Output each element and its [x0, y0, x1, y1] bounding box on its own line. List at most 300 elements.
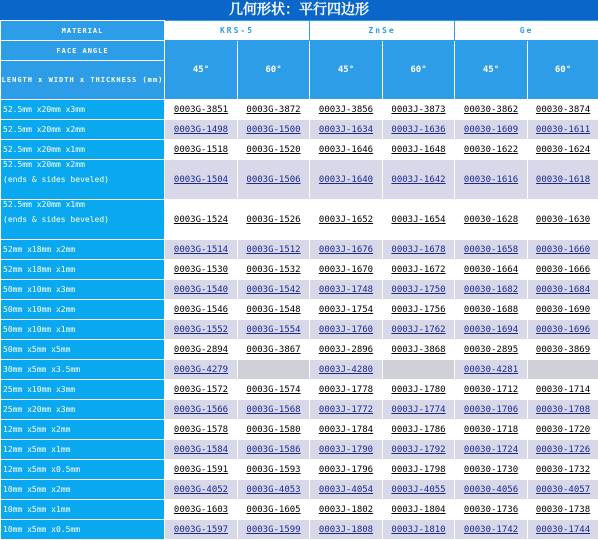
dimensions-label: 52.5mm x20mm x1mm — [3, 145, 85, 154]
dimensions-cell — [1, 280, 165, 300]
part-number-cell[interactable] — [238, 100, 310, 120]
part-number-link[interactable]: 0003G-1524 — [173, 214, 229, 225]
part-number-link[interactable]: 0003J-1796 — [318, 464, 374, 475]
part-number-link[interactable]: 00030-1609 — [463, 124, 519, 135]
dimensions-label: 50mm x5mm x5mm — [3, 345, 71, 354]
part-number-link[interactable]: 00030-1736 — [463, 504, 519, 515]
part-number-cell[interactable] — [238, 340, 310, 360]
part-number-cell[interactable] — [528, 320, 598, 340]
part-number-cell[interactable] — [455, 200, 528, 240]
part-number-link[interactable]: 00030-1628 — [463, 214, 519, 225]
part-number-cell[interactable] — [383, 520, 455, 540]
part-number-cell[interactable] — [383, 100, 455, 120]
part-number-cell[interactable] — [455, 320, 528, 340]
dimensions-cell — [1, 300, 165, 320]
part-number-link[interactable]: 0003G-1530 — [173, 264, 229, 275]
dimensions-label: 25mm x10mm x3mm — [3, 385, 76, 394]
part-number-cell[interactable] — [528, 400, 598, 420]
part-number-cell[interactable] — [165, 340, 238, 360]
part-number-cell — [383, 360, 455, 380]
dimensions-label: 52.5mm x20mm x2mm — [3, 125, 85, 134]
part-number-link[interactable]: 00030-1658 — [463, 244, 519, 255]
table-row — [1, 360, 598, 380]
part-number-link[interactable]: 0003G-1597 — [173, 524, 229, 535]
part-number-link[interactable]: 0003J-1654 — [391, 214, 446, 225]
dimensions-label: 52mm x18mm x2mm — [3, 245, 76, 254]
part-number-link[interactable]: 00030-4056 — [463, 484, 519, 495]
part-number-link[interactable]: 0003G-1599 — [246, 524, 301, 535]
table-row — [1, 140, 598, 160]
angle-ge-45: 45° — [455, 41, 528, 100]
part-number-cell[interactable] — [310, 340, 383, 360]
dimensions-cell — [1, 460, 165, 480]
part-number-cell[interactable] — [238, 420, 310, 440]
part-number-cell[interactable] — [528, 160, 598, 200]
dimensions-label: 10mm x5mm x1mm — [3, 505, 71, 514]
part-number-cell[interactable] — [238, 440, 310, 460]
part-number-cell[interactable] — [455, 460, 528, 480]
part-number-link[interactable]: 00030-1720 — [535, 424, 591, 435]
part-number-cell[interactable] — [165, 260, 238, 280]
part-number-link[interactable]: 0003J-1762 — [391, 324, 446, 335]
part-number-link[interactable]: 0003G-1568 — [246, 404, 301, 415]
part-number-link[interactable]: 0003J-1778 — [318, 384, 374, 395]
part-number-link[interactable]: 0003G-1518 — [173, 144, 229, 155]
dimensions-label: 52.5mm x20mm x1mm — [3, 200, 85, 209]
table-row — [1, 280, 598, 300]
part-number-cell[interactable] — [310, 200, 383, 240]
part-number-link[interactable]: 00030-1744 — [535, 524, 591, 535]
part-number-cell[interactable] — [383, 380, 455, 400]
part-number-cell[interactable] — [165, 500, 238, 520]
part-number-link[interactable]: 00030-1732 — [535, 464, 591, 475]
part-number-cell[interactable] — [165, 280, 238, 300]
part-number-cell[interactable] — [238, 400, 310, 420]
part-number-cell[interactable] — [383, 480, 455, 500]
dimensions-cell — [1, 420, 165, 440]
dimensions-label: 50mm x10mm x1mm — [3, 325, 76, 334]
part-number-link[interactable]: 0003J-1634 — [318, 124, 374, 135]
face-angle-header-label: FACE ANGLE — [1, 41, 165, 61]
part-number-cell[interactable] — [383, 140, 455, 160]
part-number-link[interactable]: 0003G-1554 — [246, 324, 301, 335]
part-number-link[interactable]: 0003G-1566 — [173, 404, 229, 415]
part-number-link[interactable]: 0003G-1603 — [173, 504, 229, 515]
part-number-cell[interactable] — [165, 480, 238, 500]
part-number-cell[interactable] — [310, 160, 383, 200]
part-number-cell[interactable] — [383, 500, 455, 520]
part-number-link[interactable]: 0003J-1784 — [318, 424, 374, 435]
dimensions-cell — [1, 120, 165, 140]
part-number-cell[interactable] — [310, 500, 383, 520]
table-row — [1, 380, 598, 400]
part-number-link[interactable]: 0003J-3873 — [391, 104, 446, 115]
part-number-link[interactable]: 00030-3869 — [535, 344, 591, 355]
part-number-link[interactable]: 0003J-1748 — [318, 284, 374, 295]
part-number-cell[interactable] — [238, 500, 310, 520]
angle-znse-45: 45° — [310, 41, 383, 100]
part-number-cell[interactable] — [528, 300, 598, 320]
part-number-cell[interactable] — [310, 320, 383, 340]
part-number-link[interactable]: 00030-4281 — [463, 364, 519, 375]
part-number-link[interactable]: 0003G-1504 — [173, 174, 229, 185]
dimensions-cell — [1, 360, 165, 380]
dimensions-cell — [1, 200, 165, 240]
part-number-link[interactable]: 0003J-1786 — [391, 424, 446, 435]
part-number-cell[interactable] — [528, 280, 598, 300]
part-number-cell[interactable] — [310, 520, 383, 540]
table-row — [1, 260, 598, 280]
dimensions-label: 12mm x5mm x2mm — [3, 425, 71, 434]
part-number-link[interactable]: 00030-1726 — [535, 444, 591, 455]
part-number-link[interactable]: 00030-1611 — [535, 124, 591, 135]
part-number-cell[interactable] — [455, 520, 528, 540]
part-number-link[interactable]: 0003G-3872 — [246, 104, 301, 115]
part-number-link[interactable]: 00030-1660 — [535, 244, 591, 255]
part-number-cell[interactable] — [383, 160, 455, 200]
part-number-link[interactable]: 0003J-1678 — [391, 244, 446, 255]
part-number-cell[interactable] — [238, 240, 310, 260]
part-number-link[interactable]: 00030-1630 — [535, 214, 591, 225]
part-number-link[interactable]: 00030-3874 — [535, 104, 591, 115]
part-number-link[interactable]: 0003J-1652 — [318, 214, 374, 225]
part-number-cell[interactable] — [455, 160, 528, 200]
part-number-cell[interactable] — [455, 440, 528, 460]
part-number-link[interactable]: 0003J-3868 — [391, 344, 446, 355]
dimensions-note: (ends & sides beveled) — [3, 215, 109, 224]
part-number-cell[interactable] — [165, 320, 238, 340]
table-row — [1, 200, 598, 240]
part-number-cell[interactable] — [165, 240, 238, 260]
dimensions-cell — [1, 400, 165, 420]
part-number-cell[interactable] — [310, 480, 383, 500]
table-row — [1, 420, 598, 440]
dimensions-label: 30mm x5mm x3.5mm — [3, 365, 81, 374]
part-number-cell[interactable] — [528, 260, 598, 280]
material-krs5: KRS-5 — [165, 21, 310, 41]
part-number-link[interactable]: 0003G-4052 — [173, 484, 229, 495]
part-number-link[interactable]: 0003G-1586 — [246, 444, 301, 455]
dimensions-header-label: LENGTH x WIDTH x THICKNESS (mm) — [1, 61, 165, 100]
part-number-cell[interactable] — [238, 380, 310, 400]
part-number-cell[interactable] — [528, 440, 598, 460]
part-number-cell[interactable] — [310, 300, 383, 320]
part-number-cell[interactable] — [310, 260, 383, 280]
part-number-cell[interactable] — [238, 320, 310, 340]
part-number-cell[interactable] — [455, 420, 528, 440]
part-number-cell[interactable] — [455, 500, 528, 520]
part-number-link[interactable]: 0003J-1754 — [318, 304, 374, 315]
dimensions-cell — [1, 380, 165, 400]
part-number-cell[interactable] — [455, 120, 528, 140]
part-number-cell[interactable] — [238, 300, 310, 320]
part-number-link[interactable]: 0003J-1774 — [391, 404, 446, 415]
part-number-link[interactable]: 00030-1664 — [463, 264, 519, 275]
part-number-cell[interactable] — [310, 420, 383, 440]
part-number-link[interactable]: 0003J-4055 — [391, 484, 446, 495]
part-number-link[interactable]: 0003J-1646 — [318, 144, 374, 155]
part-number-link[interactable]: 0003J-1790 — [318, 444, 374, 455]
part-number-cell[interactable] — [455, 140, 528, 160]
part-number-cell[interactable] — [528, 200, 598, 240]
part-number-link[interactable]: 0003J-1640 — [318, 174, 374, 185]
part-number-cell[interactable] — [165, 120, 238, 140]
part-number-link[interactable]: 0003G-1593 — [246, 464, 301, 475]
part-number-link[interactable]: 0003J-1670 — [318, 264, 374, 275]
part-number-link[interactable]: 0003G-1526 — [246, 214, 301, 225]
dimensions-label: 52.5mm x20mm x3mm — [3, 105, 85, 114]
part-number-cell[interactable] — [165, 440, 238, 460]
part-number-cell[interactable] — [455, 260, 528, 280]
part-number-link[interactable]: 00030-1616 — [463, 174, 519, 185]
part-number-cell[interactable] — [238, 140, 310, 160]
part-number-link[interactable]: 0003G-1514 — [173, 244, 229, 255]
part-number-cell[interactable] — [383, 320, 455, 340]
table-row — [1, 500, 598, 520]
part-number-cell[interactable] — [165, 140, 238, 160]
angle-krs5-45: 45° — [165, 41, 238, 100]
part-number-link[interactable]: 00030-1730 — [463, 464, 519, 475]
part-number-cell[interactable] — [528, 140, 598, 160]
part-number-cell[interactable] — [383, 240, 455, 260]
part-number-link[interactable]: 0003J-1756 — [391, 304, 446, 315]
part-number-link[interactable]: 00030-1718 — [463, 424, 519, 435]
part-number-cell[interactable] — [238, 480, 310, 500]
part-number-link[interactable]: 0003J-1810 — [391, 524, 446, 535]
part-number-link[interactable]: 00030-1666 — [535, 264, 591, 275]
part-number-cell — [528, 360, 598, 380]
part-number-cell[interactable] — [238, 260, 310, 280]
part-number-link[interactable]: 0003G-3851 — [173, 104, 229, 115]
part-number-link[interactable]: 0003G-1540 — [173, 284, 229, 295]
part-number-cell[interactable] — [455, 340, 528, 360]
part-number-cell[interactable] — [310, 440, 383, 460]
dimensions-label: 52.5mm x20mm x2mm — [3, 160, 85, 169]
part-number-link[interactable]: 00030-1694 — [463, 324, 519, 335]
part-number-cell[interactable] — [238, 200, 310, 240]
part-number-cell[interactable] — [528, 420, 598, 440]
part-number-cell[interactable] — [310, 460, 383, 480]
part-number-link[interactable]: 0003J-1808 — [318, 524, 374, 535]
part-number-cell[interactable] — [310, 140, 383, 160]
part-number-link[interactable]: 0003J-1672 — [391, 264, 446, 275]
dimensions-label: 25mm x20mm x3mm — [3, 405, 76, 414]
part-number-link[interactable]: 0003G-1548 — [246, 304, 301, 315]
dimensions-label: 10mm x5mm x2mm — [3, 485, 71, 494]
part-number-link[interactable]: 00030-1742 — [463, 524, 519, 535]
part-number-link[interactable]: 0003G-1580 — [246, 424, 301, 435]
part-number-cell[interactable] — [383, 280, 455, 300]
dimensions-cell — [1, 480, 165, 500]
part-number-link[interactable]: 00030-1682 — [463, 284, 519, 295]
part-number-cell[interactable] — [455, 300, 528, 320]
part-number-cell[interactable] — [310, 240, 383, 260]
part-number-link[interactable]: 00030-1724 — [463, 444, 519, 455]
part-number-link[interactable]: 00030-1738 — [535, 504, 591, 515]
table-row — [1, 160, 598, 200]
part-number-link[interactable]: 00030-1690 — [535, 304, 591, 315]
material-header-label: MATERIAL — [1, 21, 165, 41]
part-number-link[interactable]: 00030-1622 — [463, 144, 519, 155]
part-number-link[interactable]: 0003G-1532 — [246, 264, 301, 275]
part-number-link[interactable]: 0003G-1520 — [246, 144, 301, 155]
part-number-cell[interactable] — [455, 100, 528, 120]
part-number-cell[interactable] — [528, 380, 598, 400]
part-number-link[interactable]: 0003G-1498 — [173, 124, 229, 135]
part-number-link[interactable]: 0003G-1578 — [173, 424, 229, 435]
part-number-link[interactable]: 00030-1712 — [463, 384, 519, 395]
part-number-link[interactable]: 00030-1688 — [463, 304, 519, 315]
part-number-cell[interactable] — [165, 520, 238, 540]
part-number-link[interactable]: 0003J-1798 — [391, 464, 446, 475]
part-number-link[interactable]: 0003G-1506 — [246, 174, 301, 185]
part-number-link[interactable]: 0003J-1804 — [391, 504, 446, 515]
part-number-cell[interactable] — [455, 280, 528, 300]
part-number-link[interactable]: 0003G-4279 — [173, 364, 229, 375]
part-number-link[interactable]: 0003G-3867 — [246, 344, 301, 355]
part-number-cell[interactable] — [528, 340, 598, 360]
part-number-link[interactable]: 0003J-2896 — [318, 344, 374, 355]
part-number-cell[interactable] — [310, 380, 383, 400]
part-number-link[interactable]: 0003J-1792 — [391, 444, 446, 455]
page-title: 几何形状：平行四边形 — [0, 0, 598, 20]
dimensions-label: 12mm x5mm x0.5mm — [3, 465, 81, 474]
part-number-link[interactable]: 00030-1684 — [535, 284, 591, 295]
table-row — [1, 480, 598, 500]
part-number-link[interactable]: 0003G-1546 — [173, 304, 229, 315]
part-number-link[interactable]: 0003J-3856 — [318, 104, 374, 115]
dimensions-note: (ends & sides beveled) — [3, 175, 109, 184]
table-row — [1, 240, 598, 260]
part-number-cell[interactable] — [455, 380, 528, 400]
angle-krs5-60: 60° — [238, 41, 310, 100]
part-number-cell[interactable] — [455, 360, 528, 380]
part-number-link[interactable]: 00030-1696 — [535, 324, 591, 335]
part-number-link[interactable]: 0003G-1552 — [173, 324, 229, 335]
part-number-link[interactable]: 0003G-2894 — [173, 344, 229, 355]
part-number-cell[interactable] — [528, 120, 598, 140]
part-number-cell[interactable] — [310, 360, 383, 380]
part-number-cell[interactable] — [238, 120, 310, 140]
part-number-link[interactable]: 0003G-1572 — [173, 384, 229, 395]
part-number-cell[interactable] — [165, 100, 238, 120]
part-number-link[interactable]: 0003J-1780 — [391, 384, 446, 395]
part-number-link[interactable]: 0003J-1648 — [391, 144, 446, 155]
part-number-link[interactable]: 0003G-1542 — [246, 284, 301, 295]
part-number-cell[interactable] — [238, 280, 310, 300]
part-number-link[interactable]: 0003J-1750 — [391, 284, 446, 295]
angle-znse-60: 60° — [383, 41, 455, 100]
part-number-cell[interactable] — [310, 100, 383, 120]
part-number-cell[interactable] — [528, 500, 598, 520]
dimensions-cell — [1, 160, 165, 200]
part-number-link[interactable]: 00030-3862 — [463, 104, 519, 115]
dimensions-label: 10mm x5mm x0.5mm — [3, 525, 81, 534]
part-number-link[interactable]: 00030-2895 — [463, 344, 519, 355]
part-number-cell[interactable] — [383, 300, 455, 320]
part-number-link[interactable]: 0003G-1584 — [173, 444, 229, 455]
part-number-cell[interactable] — [455, 240, 528, 260]
part-number-link[interactable]: 00030-1708 — [535, 404, 591, 415]
part-number-link[interactable]: 0003G-4053 — [246, 484, 301, 495]
part-number-link[interactable]: 00030-1714 — [535, 384, 591, 395]
part-number-cell[interactable] — [528, 480, 598, 500]
part-number-link[interactable]: 0003J-1760 — [318, 324, 374, 335]
part-number-cell[interactable] — [455, 400, 528, 420]
part-number-cell[interactable] — [383, 420, 455, 440]
table-row — [1, 340, 598, 360]
part-number-cell[interactable] — [383, 200, 455, 240]
part-number-link[interactable]: 0003G-1512 — [246, 244, 301, 255]
dimensions-cell — [1, 140, 165, 160]
part-number-cell[interactable] — [165, 380, 238, 400]
part-number-cell[interactable] — [455, 480, 528, 500]
part-number-cell — [238, 360, 310, 380]
part-number-link[interactable]: 0003G-1500 — [246, 124, 301, 135]
part-number-link[interactable]: 0003J-4280 — [318, 364, 374, 375]
part-number-link[interactable]: 0003J-1802 — [318, 504, 374, 515]
dimensions-cell — [1, 240, 165, 260]
part-number-cell[interactable] — [165, 160, 238, 200]
table-row — [1, 320, 598, 340]
dimensions-cell — [1, 320, 165, 340]
part-number-cell[interactable] — [310, 400, 383, 420]
part-number-cell[interactable] — [528, 460, 598, 480]
part-number-link[interactable]: 0003J-1676 — [318, 244, 374, 255]
part-number-link[interactable]: 00030-1624 — [535, 144, 591, 155]
part-number-link[interactable]: 0003J-1772 — [318, 404, 374, 415]
part-number-cell[interactable] — [310, 280, 383, 300]
part-number-cell[interactable] — [383, 460, 455, 480]
part-number-link[interactable]: 0003J-4054 — [318, 484, 374, 495]
part-number-link[interactable]: 0003J-1636 — [391, 124, 446, 135]
part-number-link[interactable]: 0003G-1605 — [246, 504, 301, 515]
part-number-cell[interactable] — [165, 400, 238, 420]
part-number-cell[interactable] — [383, 120, 455, 140]
dimensions-cell — [1, 500, 165, 520]
part-number-cell[interactable] — [383, 400, 455, 420]
part-number-cell[interactable] — [238, 520, 310, 540]
part-number-cell[interactable] — [238, 460, 310, 480]
part-number-cell[interactable] — [528, 100, 598, 120]
part-number-link[interactable]: 0003J-1642 — [391, 174, 446, 185]
table-row — [1, 100, 598, 120]
table-row — [1, 300, 598, 320]
part-number-cell[interactable] — [165, 200, 238, 240]
part-number-cell[interactable] — [165, 460, 238, 480]
part-number-link[interactable]: 00030-1618 — [535, 174, 591, 185]
part-number-cell[interactable] — [528, 240, 598, 260]
part-number-link[interactable]: 00030-1706 — [463, 404, 519, 415]
part-number-cell[interactable] — [383, 260, 455, 280]
part-number-cell[interactable] — [528, 520, 598, 540]
part-number-cell[interactable] — [383, 440, 455, 460]
part-number-link[interactable]: 00030-4057 — [535, 484, 591, 495]
part-number-cell[interactable] — [165, 420, 238, 440]
part-number-link[interactable]: 0003G-1591 — [173, 464, 229, 475]
dimensions-cell — [1, 260, 165, 280]
part-number-cell[interactable] — [165, 300, 238, 320]
part-number-cell[interactable] — [165, 360, 238, 380]
part-number-cell[interactable] — [238, 160, 310, 200]
table-row — [1, 520, 598, 540]
dimensions-cell — [1, 340, 165, 360]
part-number-cell[interactable] — [310, 120, 383, 140]
part-number-cell[interactable] — [383, 340, 455, 360]
dimensions-label: 52mm x18mm x1mm — [3, 265, 76, 274]
part-number-link[interactable]: 0003G-1574 — [246, 384, 301, 395]
dimensions-cell — [1, 520, 165, 540]
